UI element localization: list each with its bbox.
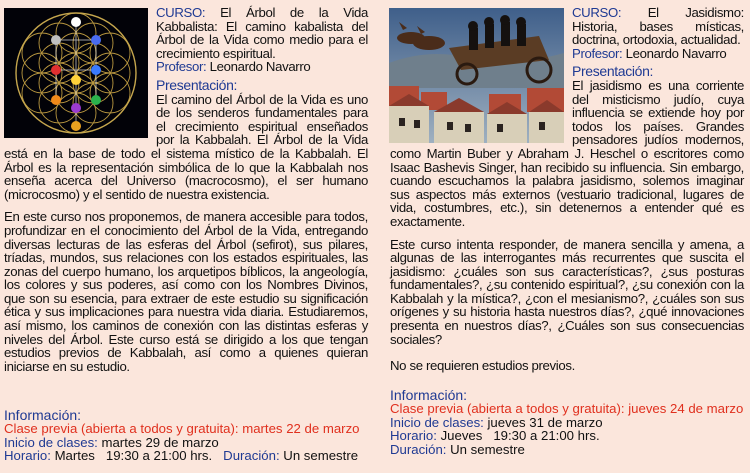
description-paragraph: Este curso intenta responder, de manera sencilla y amena, a algunas de las interrogantes más recurrentes que suscita el jasidismo: ¿cuáles son sus características?, ¿sus posturas fundamentales?, ¿su contenido espiritual?, ¿su conexión con la Kabbalah y la mística?, ¿con el mesianismo?, ¿cuáles son sus orígenes y su historia hasta nuestros días?, ¿qué innovaciones presenta en nuestros días?, ¿Cuáles son sus consecuencias sociales? xyxy=(390,236,744,347)
preview-class: Clase previa (abierta a todos y gratuita): jueves 24 de marzo xyxy=(390,401,744,417)
presentation-heading: Presentación: xyxy=(572,63,654,80)
course-kabbalah xyxy=(4,6,368,373)
requirements-note: No se requieren estudios previos. xyxy=(390,358,575,374)
start-date: Inicio de clases: jueves 31 de marzo xyxy=(390,414,603,430)
schedule: Horario: Jueves 19:30 a 21:00 hrs. xyxy=(390,428,600,444)
course-title: CURSO: El Árbol de la Vida Kabbalista: El camino kabalista del Árbol de la Vida como medio para el crecimiento espiritual. xyxy=(156,5,368,61)
info-block-left xyxy=(4,409,368,463)
info-heading: Información: xyxy=(4,407,82,423)
description-paragraph: En este curso nos proponemos, de manera accesible para todos, profundizar en el conocimiento del Árbol de la Vida, entregando diversas lecturas de las esferas del Árbol (sefirot), sus pilares, tríadas, mundos, sus relaciones con los estados espirituales, las zonas del cuerpo humano, los arquetipos bíblicos, la angeología, los colores y sus poderes, así como con los Nombres Divinos, que son su esencia, para extraer de este estudio su significación ética y sus implicaciones para nuestra vida diaria. Estudiaremos, así mismo, los caminos de conexión con las distintas esferas y niveles del Árbol. Este curso está se dirigido a los que tengan estudios previos de Kabbalah, así como a quienes quieran iniciarse en su estudio. xyxy=(4,209,368,374)
schedule: Horario: Martes 19:30 a 21:00 hrs. Duración: Un semestre xyxy=(4,448,359,464)
duration: Duración: Un semestre xyxy=(390,441,525,457)
presentation-heading: Presentación: xyxy=(156,76,238,93)
tree-of-life-image xyxy=(4,8,148,138)
professor: Profesor: Leonardo Navarro xyxy=(572,45,727,61)
hasidic-painting-image xyxy=(389,8,564,143)
info-heading: Información: xyxy=(390,387,468,403)
presentation-paragraph: El camino del Árbol de la Vida es uno de los senderos fundamentales para el crecimiento espiritual enseñados por la Kabbalah. El Árbol de la Vida está en la base de todo el sistema místico de la Kabbalah. El Árbol es la representación simbólica de lo que la Kabbalah nos enseña acerca del Universo (macrocosmo), el ser humano (microcosmo) y el sentido de nuestra existencia. xyxy=(4,91,368,202)
course-title: CURSO: El Jasidismo: Historia, bases místicas, doctrina, ortodoxia, actualidad. xyxy=(572,5,744,48)
presentation-paragraph: El jasidismo es una corriente del misticismo judío, cuya influencia se extiende hoy por todos los países. Grandes pensadores judíos modernos, como Martin Buber y Abraham J. Heschel o escritores como Isaac Bashevis Singer, han recibido su influencia. Sin embargo, cuando escuchamos la palabra jasidismo, solemos imaginar sus aspectos más externos (vestuario tradicional, lugares de vida, costumbres, etc.), sin detenernos a entender qué es exactamente. xyxy=(390,77,744,229)
preview-class: Clase previa (abierta a todos y gratuita): martes 22 de marzo xyxy=(4,421,360,437)
course-jasidismo xyxy=(390,6,744,373)
info-block-right xyxy=(390,389,744,456)
start-date: Inicio de clases: martes 29 de marzo xyxy=(4,434,219,450)
professor: Profesor: Leonardo Navarro xyxy=(156,59,311,75)
